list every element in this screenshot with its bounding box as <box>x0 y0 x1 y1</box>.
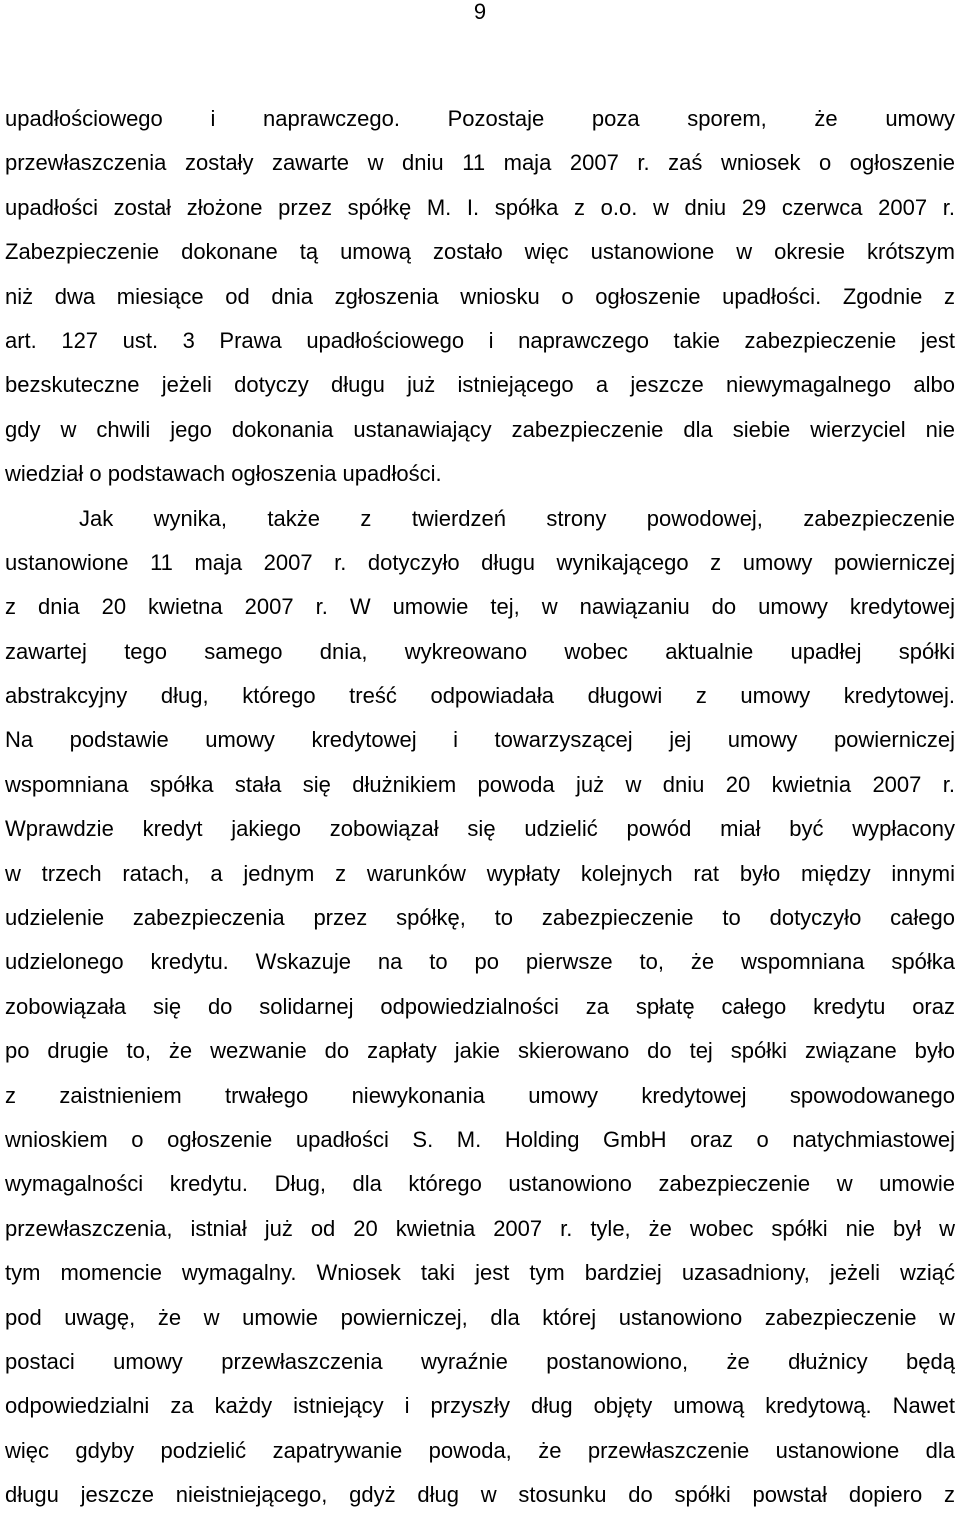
text-line: udzielenie zabezpieczenia przez spółkę, to zabezpieczenie to dotyczyło całego <box>5 905 955 931</box>
text-line: tym momencie wymagalny. Wniosek taki jest tym bardziej uzasadniony, jeżeli wziąć <box>5 1260 955 1286</box>
text-line: przewłaszczenia zostały zawarte w dniu 11 maja 2007 r. zaś wniosek o ogłoszenie <box>5 150 955 176</box>
text-line: pod uwagę, że w umowie powierniczej, dla której ustanowiono zabezpieczenie w <box>5 1304 955 1330</box>
document-body <box>5 97 955 1518</box>
text-line: wymagalności kredytu. Dług, dla którego ustanowiono zabezpieczenie w umowie <box>5 1171 955 1197</box>
text-line: po drugie to, że wezwanie do zapłaty jakie skierowano do tej spółki związane było <box>5 1038 955 1064</box>
text-line: gdy w chwili jego dokonania ustanawiający zabezpieczenie dla siebie wierzyciel nie <box>5 416 955 442</box>
page-number: 9 <box>473 0 487 24</box>
text-line: postaci umowy przewłaszczenia wyraźnie postanowiono, że dłużnicy będą <box>5 1348 955 1374</box>
text-line: art. 127 ust. 3 Prawa upadłościowego i naprawczego takie zabezpieczenie jest <box>5 327 955 353</box>
text-line: Zabezpieczenie dokonane tą umową zostało więc ustanowione w okresie krótszym <box>5 239 955 265</box>
text-line: Wprawdzie kredyt jakiego zobowiązał się udzielić powód miał być wypłacony <box>5 816 955 842</box>
text-line: upadłościowego i naprawczego. Pozostaje poza sporem, że umowy <box>5 106 955 131</box>
text-line: w trzech ratach, a jednym z warunków wypłaty kolejnych rat było między innymi <box>5 860 955 886</box>
text-line: przewłaszczenia, istniał już od 20 kwietnia 2007 r. tyle, że wobec spółki nie był w <box>5 1215 955 1241</box>
text-line: odpowiedzialni za każdy istniejący i przyszły dług objęty umową kredytową. Nawet <box>5 1393 955 1419</box>
text-line: bezskuteczne jeżeli dotyczy długu już istniejącego a jeszcze niewymagalnego albo <box>5 372 955 398</box>
text-line: długu jeszcze nieistniejącego, gdyż dług w stosunku do spółki powstał dopiero z <box>5 1482 955 1508</box>
text-line: ustanowione 11 maja 2007 r. dotyczyło długu wynikającego z umowy powierniczej <box>5 549 955 575</box>
text-line: niż dwa miesiące od dnia zgłoszenia wniosku o ogłoszenie upadłości. Zgodnie z <box>5 283 955 309</box>
text-line: Na podstawie umowy kredytowej i towarzyszącej jej umowy powierniczej <box>5 727 955 753</box>
text-line: abstrakcyjny dług, którego treść odpowiadała długowi z umowy kredytowej. <box>5 683 955 709</box>
text-line: więc gdyby podzielić zapatrywanie powoda, że przewłaszczenie ustanowione dla <box>5 1437 955 1463</box>
text-line: upadłości został złożone przez spółkę M. I. spółka z o.o. w dniu 29 czerwca 2007 r. <box>5 194 955 220</box>
text-line: wiedział o podstawach ogłoszenia upadłości. <box>5 461 442 487</box>
text-line: z dnia 20 kwietna 2007 r. W umowie tej, w nawiązaniu do umowy kredytowej <box>5 594 955 620</box>
text-line: zawartej tego samego dnia, wykreowano wobec aktualnie upadłej spółki <box>5 638 955 664</box>
text-line: zobowiązała się do solidarnej odpowiedzialności za spłatę całego kredytu oraz <box>5 993 955 1019</box>
text-line: z zaistnieniem trwałego niewykonania umowy kredytowej spowodowanego <box>5 1082 955 1108</box>
text-line: Jak wynika, także z twierdzeń strony powodowej, zabezpieczenie <box>79 505 955 531</box>
text-line: udzielonego kredytu. Wskazuje na to po pierwsze to, że wspomniana spółka <box>5 949 955 975</box>
text-line: wnioskiem o ogłoszenie upadłości S. M. Holding GmbH oraz o natychmiastowej <box>5 1126 955 1152</box>
text-line: wspomniana spółka stała się dłużnikiem powoda już w dniu 20 kwietnia 2007 r. <box>5 771 955 797</box>
